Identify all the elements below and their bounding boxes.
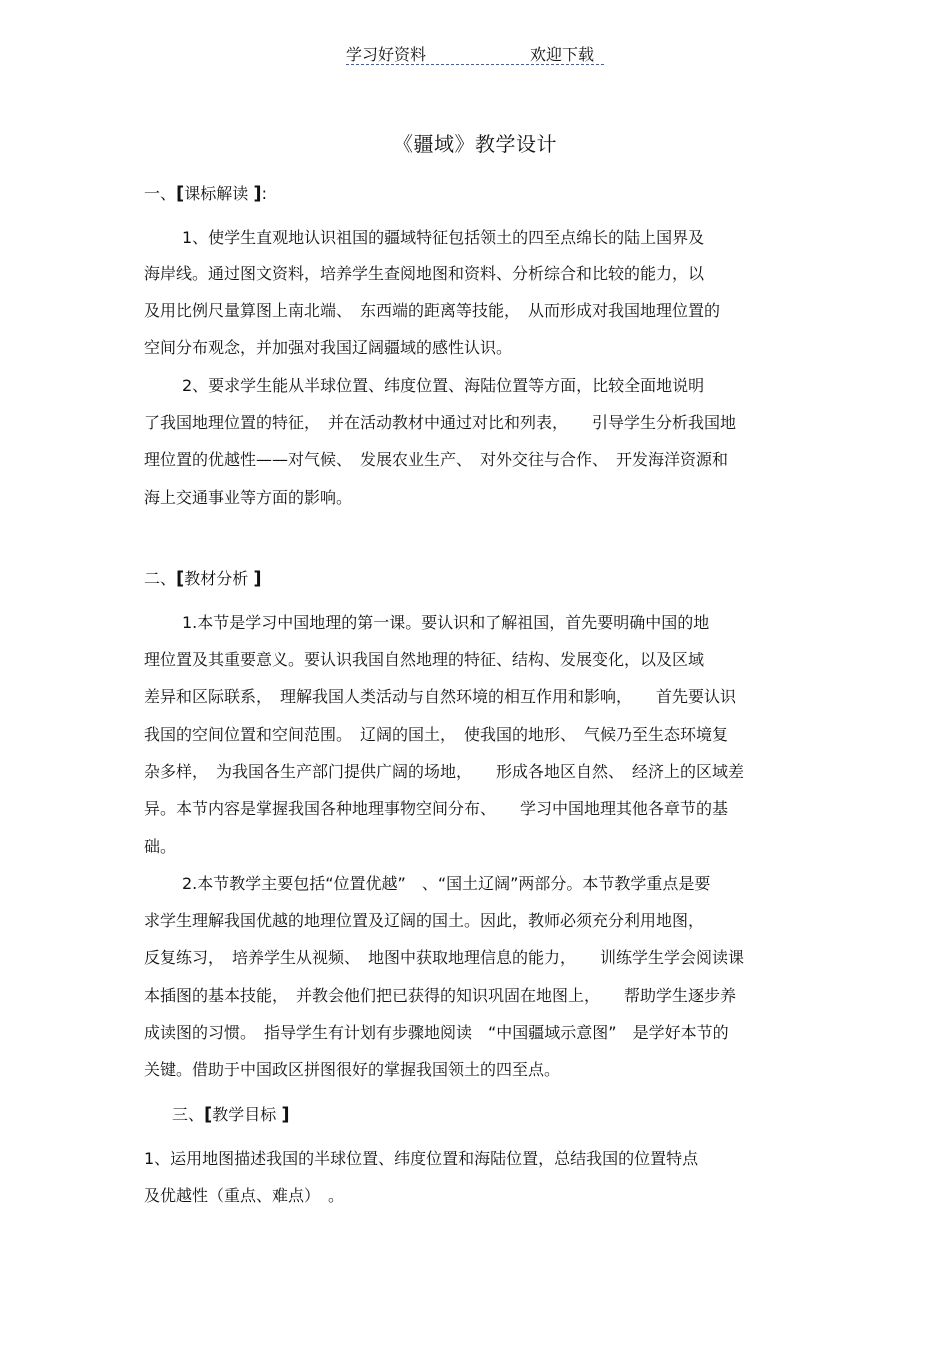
paragraph-line: 1、运用地图描述我国的半球位置、纬度位置和海陆位置，总结我国的位置特点: [144, 1149, 699, 1168]
paragraph-line: 本插图的基本技能， 并教会他们把已获得的知识巩固在地图上， 帮助学生逐步养: [144, 986, 737, 1005]
paragraph-line: 关键。借助于中国政区拼图很好的掌握我国领土的四至点。: [144, 1060, 561, 1079]
paragraph-line: 求学生理解我国优越的地理位置及辽阔的国土。因此，教师必须充分利用地图，: [144, 911, 705, 930]
paragraph-line: 2、要求学生能从半球位置、纬度位置、海陆位置等方面，比较全面地说明: [182, 376, 705, 395]
header-right-text: 欢迎下载: [530, 45, 595, 64]
paragraph-line: 1、使学生直观地认识祖国的疆域特征包括领土的四至点绵长的陆上国界及: [182, 228, 705, 247]
section-number: 一、: [144, 184, 177, 203]
paragraph-line: 及用比例尺量算图上南北端、 东西端的距离等技能， 从而形成对我国地理位置的: [144, 301, 721, 320]
document-title: 《疆域》教学设计: [393, 132, 557, 156]
paragraph-line: 理位置及其重要意义。要认识我国自然地理的特征、结构、发展变化，以及区域: [144, 650, 705, 669]
section-number: 二、: [144, 569, 177, 588]
paragraph-line: 空间分布观念，并加强对我国辽阔疆域的感性认识。: [144, 338, 513, 357]
paragraph-line: 海上交通事业等方面的影响。: [144, 488, 353, 507]
paragraph-line: 异。本节内容是掌握我国各种地理事物空间分布、 学习中国地理其他各章节的基: [144, 799, 729, 818]
paragraph-line: 我国的空间位置和空间范围。 辽阔的国土， 使我国的地形、 气候乃至生态环境复: [144, 725, 729, 744]
paragraph-line: 反复练习， 培养学生从视频、 地图中获取地理信息的能力， 训练学生学会阅读课: [144, 948, 745, 967]
paragraph-line: 及优越性（重点、难点） 。: [144, 1186, 345, 1205]
paragraph-line: 2.本节教学主要包括“位置优越” 、“国土辽阔”两部分。本节教学重点是要: [182, 874, 711, 893]
section-heading-teaching-goals: 三、[教学目标 ]: [172, 1104, 290, 1125]
section-number: 三、: [172, 1105, 205, 1124]
paragraph-line: 差异和区际联系， 理解我国人类活动与自然环境的相互作用和影响， 首先要认识: [144, 687, 737, 706]
paragraph-line: 海岸线。通过图文资料，培养学生查阅地图和资料、分析综合和比较的能力，以: [144, 264, 705, 283]
section-heading-curriculum: 一、[课标解读 ]:: [144, 183, 267, 204]
section-heading-textbook-analysis: 二、[教材分析 ]: [144, 568, 262, 589]
paragraph-line: 础。: [144, 837, 177, 856]
section-label: 教材分析: [184, 569, 249, 588]
section-label: 教学目标: [212, 1105, 277, 1124]
paragraph-line: 1.本节是学习中国地理的第一课。要认识和了解祖国，首先要明确中国的地: [182, 613, 710, 632]
paragraph-line: 成读图的习惯。 指导学生有计划有步骤地阅读 “中国疆域示意图” 是学好本节的: [144, 1023, 729, 1042]
paragraph-line: 了我国地理位置的特征， 并在活动教材中通过对比和列表， 引导学生分析我国地: [144, 413, 737, 432]
section-suffix: :: [261, 184, 267, 203]
header-left-text: 学习好资料: [346, 45, 427, 64]
page-header: [346, 40, 604, 65]
section-label: 课标解读: [184, 184, 249, 203]
paragraph-line: 理位置的优越性——对气候、 发展农业生产、 对外交往与合作、 开发海洋资源和: [144, 450, 729, 469]
paragraph-line: 杂多样， 为我国各生产部门提供广阔的场地， 形成各地区自然、 经济上的区域差: [144, 762, 745, 781]
